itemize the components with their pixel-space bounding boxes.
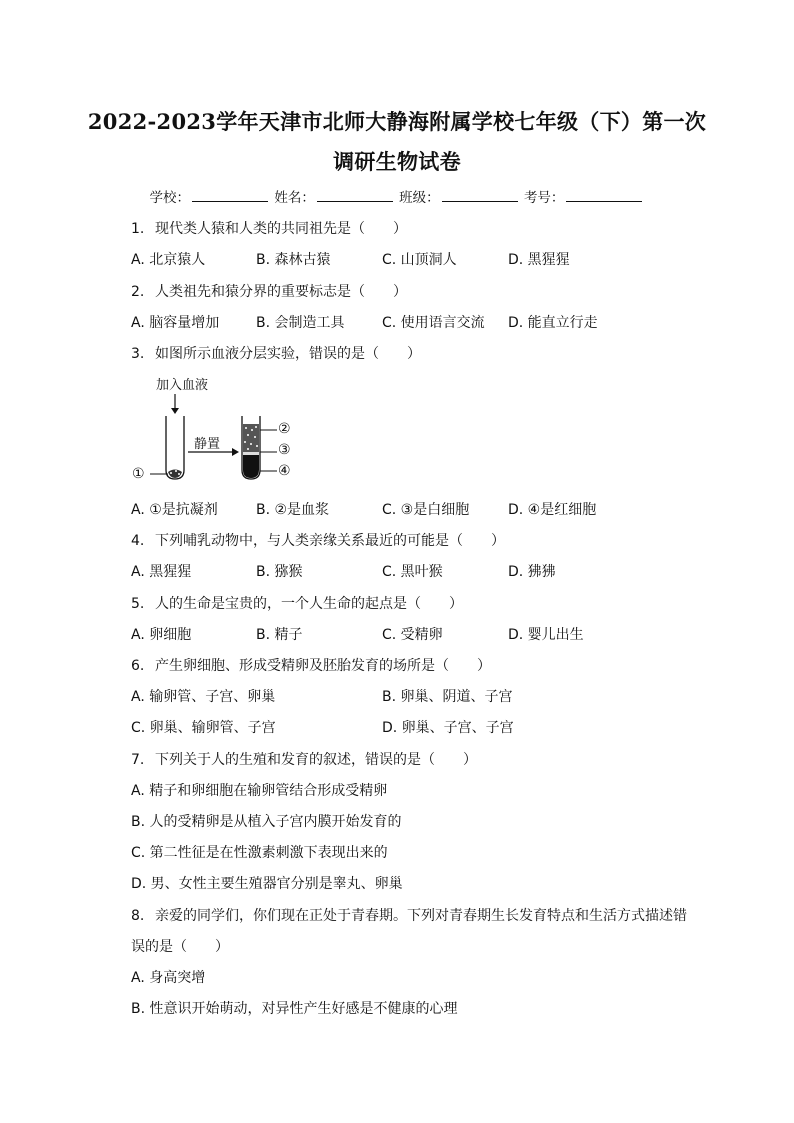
q1-option-a[interactable]: A. 北京猿人 <box>131 252 206 268</box>
marker-2: ② <box>278 421 291 437</box>
test-tube-diagram <box>130 372 330 487</box>
marker-1: ① <box>132 466 145 482</box>
question-7: 7. 下列关于人的生殖和发育的叙述，错误的是（ ） <box>131 752 477 768</box>
q8-option-b[interactable]: B. 性意识开始萌动，对异性产生好感是不健康的心理 <box>131 1001 458 1017</box>
exam-no-blank[interactable] <box>566 189 642 202</box>
class-label: 班级： <box>399 190 440 206</box>
question-2: 2. 人类祖先和猿分界的重要标志是（ ） <box>131 284 407 300</box>
name-blank[interactable] <box>317 189 393 202</box>
q6-option-d[interactable]: D. 卵巢、子宫、子宫 <box>382 720 514 736</box>
question-8-continued: 误的是（ ） <box>131 939 229 955</box>
q1-option-d[interactable]: D. 黑猩猩 <box>508 252 570 268</box>
school-label: 学校： <box>149 190 191 206</box>
q2-option-a[interactable]: A. 脑容量增加 <box>131 315 220 331</box>
q2-option-c[interactable]: C. 使用语言交流 <box>382 315 485 331</box>
q4-option-b[interactable]: B. 猕猴 <box>256 564 303 580</box>
student-info-row <box>0 186 794 206</box>
name-label: 姓名： <box>274 190 315 206</box>
question-8: 8. 亲爱的同学们，你们现在正处于青春期。下列对青春期生长发育特点和生活方式描述错 <box>131 908 687 924</box>
q5-option-a[interactable]: A. 卵细胞 <box>131 627 192 643</box>
q6-option-a[interactable]: A. 输卵管、子宫、卵巢 <box>131 689 276 705</box>
q3-option-d[interactable]: D. ④是红细胞 <box>508 502 597 518</box>
question-1: 1. 现代类人猿和人类的共同祖先是（ ） <box>131 221 407 237</box>
exam-title-line2: 调研生物试卷 <box>333 149 461 174</box>
q7-option-a[interactable]: A. 精子和卵细胞在输卵管结合形成受精卵 <box>131 783 388 799</box>
q7-option-d[interactable]: D. 男、女性主要生殖器官分别是睾丸、卵巢 <box>131 876 403 892</box>
settle-label: 静置 <box>194 437 221 452</box>
q1-option-b[interactable]: B. 森林古猿 <box>256 252 331 268</box>
q2-option-b[interactable]: B. 会制造工具 <box>256 315 345 331</box>
marker-4: ④ <box>278 463 291 479</box>
school-blank[interactable] <box>192 189 268 202</box>
q7-option-b[interactable]: B. 人的受精卵是从植入子宫内膜开始发育的 <box>131 814 402 830</box>
question-5: 5. 人的生命是宝贵的，一个人生命的起点是（ ） <box>131 596 463 612</box>
blood-layer-figure <box>130 372 330 487</box>
class-blank[interactable] <box>442 189 518 202</box>
q8-option-a[interactable]: A. 身高突增 <box>131 970 206 986</box>
q4-option-d[interactable]: D. 狒狒 <box>508 564 556 580</box>
question-3: 3. 如图所示血液分层实验，错误的是（ ） <box>131 346 421 362</box>
q2-option-d[interactable]: D. 能直立行走 <box>508 315 598 331</box>
exam-no-label: 考号： <box>523 190 565 206</box>
q4-option-a[interactable]: A. 黑猩猩 <box>131 564 192 580</box>
question-4: 4. 下列哺乳动物中，与人类亲缘关系最近的可能是（ ） <box>131 533 505 549</box>
q1-option-c[interactable]: C. 山顶洞人 <box>382 252 457 268</box>
q4-option-c[interactable]: C. 黑叶猴 <box>382 564 443 580</box>
q5-option-b[interactable]: B. 精子 <box>256 627 303 643</box>
q3-option-a[interactable]: A. ①是抗凝剂 <box>131 502 218 518</box>
q7-option-c[interactable]: C. 第二性征是在性激素刺激下表现出来的 <box>131 845 388 861</box>
q3-option-b[interactable]: B. ②是血浆 <box>256 502 330 518</box>
q5-option-d[interactable]: D. 婴儿出生 <box>508 627 584 643</box>
exam-title-line1: 2022-2023学年天津市北师大静海附属学校七年级（下）第一次 <box>87 109 707 134</box>
add-blood-label: 加入血液 <box>156 378 209 393</box>
marker-3: ③ <box>278 442 291 458</box>
question-6: 6. 产生卵细胞、形成受精卵及胚胎发育的场所是（ ） <box>131 658 491 674</box>
q5-option-c[interactable]: C. 受精卵 <box>382 627 443 643</box>
q6-option-c[interactable]: C. 卵巢、输卵管、子宫 <box>131 720 276 736</box>
q3-option-c[interactable]: C. ③是白细胞 <box>382 502 470 518</box>
q6-option-b[interactable]: B. 卵巢、阴道、子宫 <box>382 689 513 705</box>
